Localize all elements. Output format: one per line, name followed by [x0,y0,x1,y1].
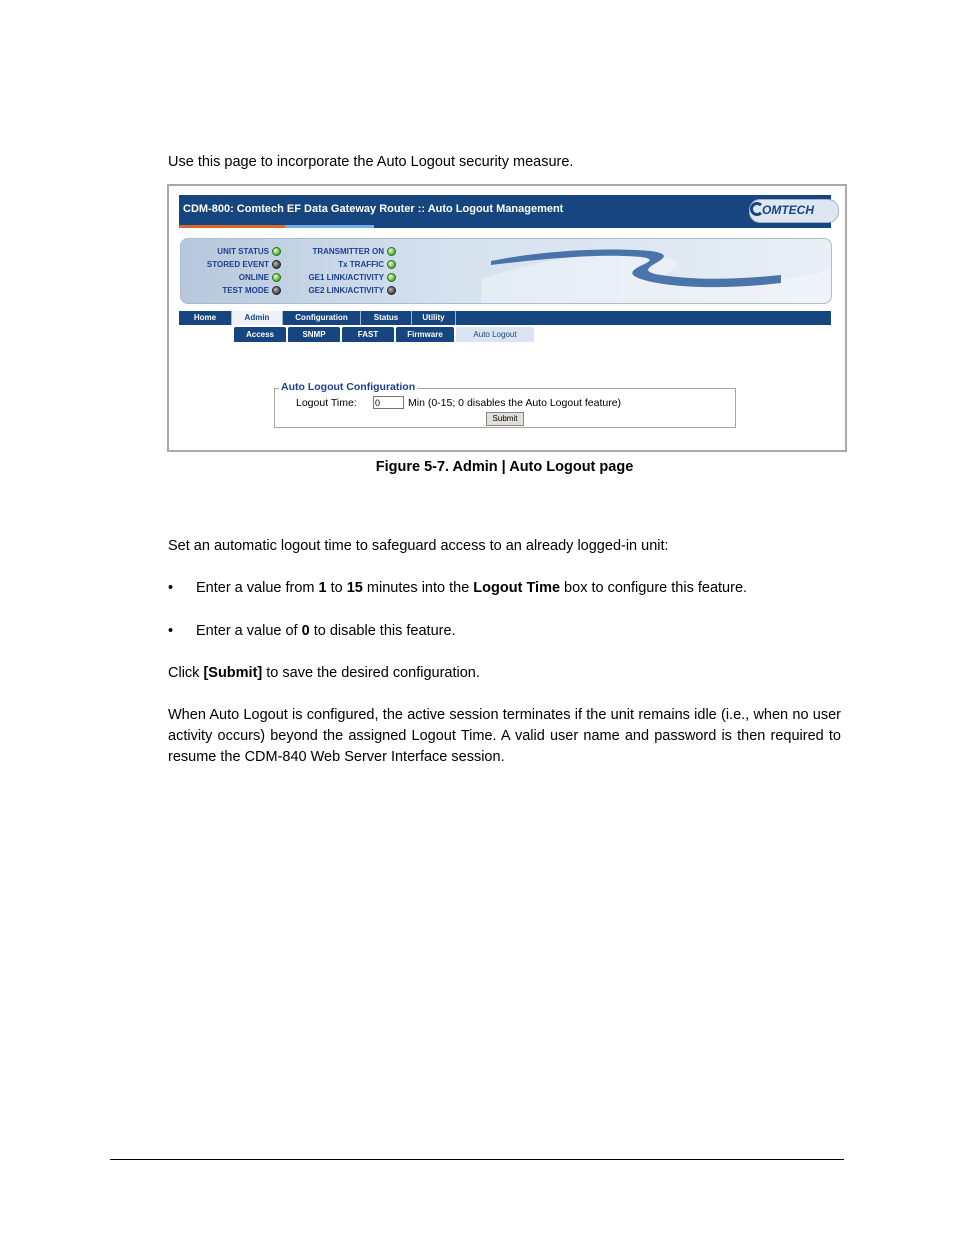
led-green-icon [387,260,396,269]
led-gray-icon [272,286,281,295]
led-green-icon [272,273,281,282]
app-header [179,195,831,225]
led-gray-icon [387,286,396,295]
tab-status[interactable]: Status [361,311,412,325]
header-accent-dark [374,225,831,228]
led-green-icon [387,273,396,282]
figure-screenshot [167,184,847,452]
swoosh-graphic [481,239,831,303]
status-label: TEST MODE [222,286,269,295]
tab-home[interactable]: Home [179,311,232,325]
auto-logout-description: When Auto Logout is configured, the active session terminates if the unit remains idle (i.e., when no user activity occurs) beyond the assigned Logout Time. A valid user name and password is then required to resume the CDM-840 Web Server Interface session. [168,707,841,765]
subtab-access[interactable]: Access [234,327,286,342]
app-title: CDM-800: Comtech EF Data Gateway Router :: Auto Logout Management [183,203,564,215]
led-green-icon [387,247,396,256]
status-label: GE1 LINK/ACTIVITY [308,273,384,282]
subtab-auto-logout[interactable]: Auto Logout [456,327,534,342]
intro-paragraph: Use this page to incorporate the Auto Logout security measure. [168,154,574,170]
subtab-snmp[interactable]: SNMP [288,327,340,342]
logout-time-hint: Min (0-15; 0 disables the Auto Logout feature) [408,397,622,409]
instruction-paragraph: Set an automatic logout time to safeguard access to an already logged-in unit: [168,538,669,554]
subtab-fast[interactable]: FAST [342,327,394,342]
subtab-firmware[interactable]: Firmware [396,327,454,342]
fieldset-legend: Auto Logout Configuration [281,381,416,393]
status-label: UNIT STATUS [217,247,269,256]
logout-time-input[interactable] [373,396,404,409]
header-accent-blue [285,225,374,228]
tab-admin[interactable]: Admin [232,311,283,325]
tab-configuration[interactable]: Configuration [283,311,361,325]
bullet-icon: • [168,623,174,639]
bullet-item-disable: Enter a value of 0 to disable this feature. [196,623,456,639]
logo-text: OMTECH [762,203,814,217]
click-submit-paragraph: Click [Submit] to save the desired configuration. [168,665,480,681]
led-green-icon [272,247,281,256]
status-label: Tx TRAFFIC [338,260,384,269]
status-panel [180,238,832,304]
led-gray-icon [272,260,281,269]
status-label: GE2 LINK/ACTIVITY [308,286,384,295]
bullet-item-range: Enter a value from 1 to 15 minutes into the Logout Time box to configure this feature. [196,580,748,596]
figure-caption: Figure 5-7. Admin | Auto Logout page [375,459,634,475]
tab-utility[interactable]: Utility [412,311,456,325]
bullet-icon: • [168,580,174,596]
logout-time-label: Logout Time: [296,397,357,409]
status-label: TRANSMITTER ON [312,247,384,256]
footer-rule [110,1159,844,1160]
header-accent-orange [179,225,285,228]
status-label: STORED EVENT [206,260,269,269]
status-label: ONLINE [238,273,269,282]
comtech-logo [749,199,839,223]
submit-button[interactable]: Submit [486,412,524,426]
